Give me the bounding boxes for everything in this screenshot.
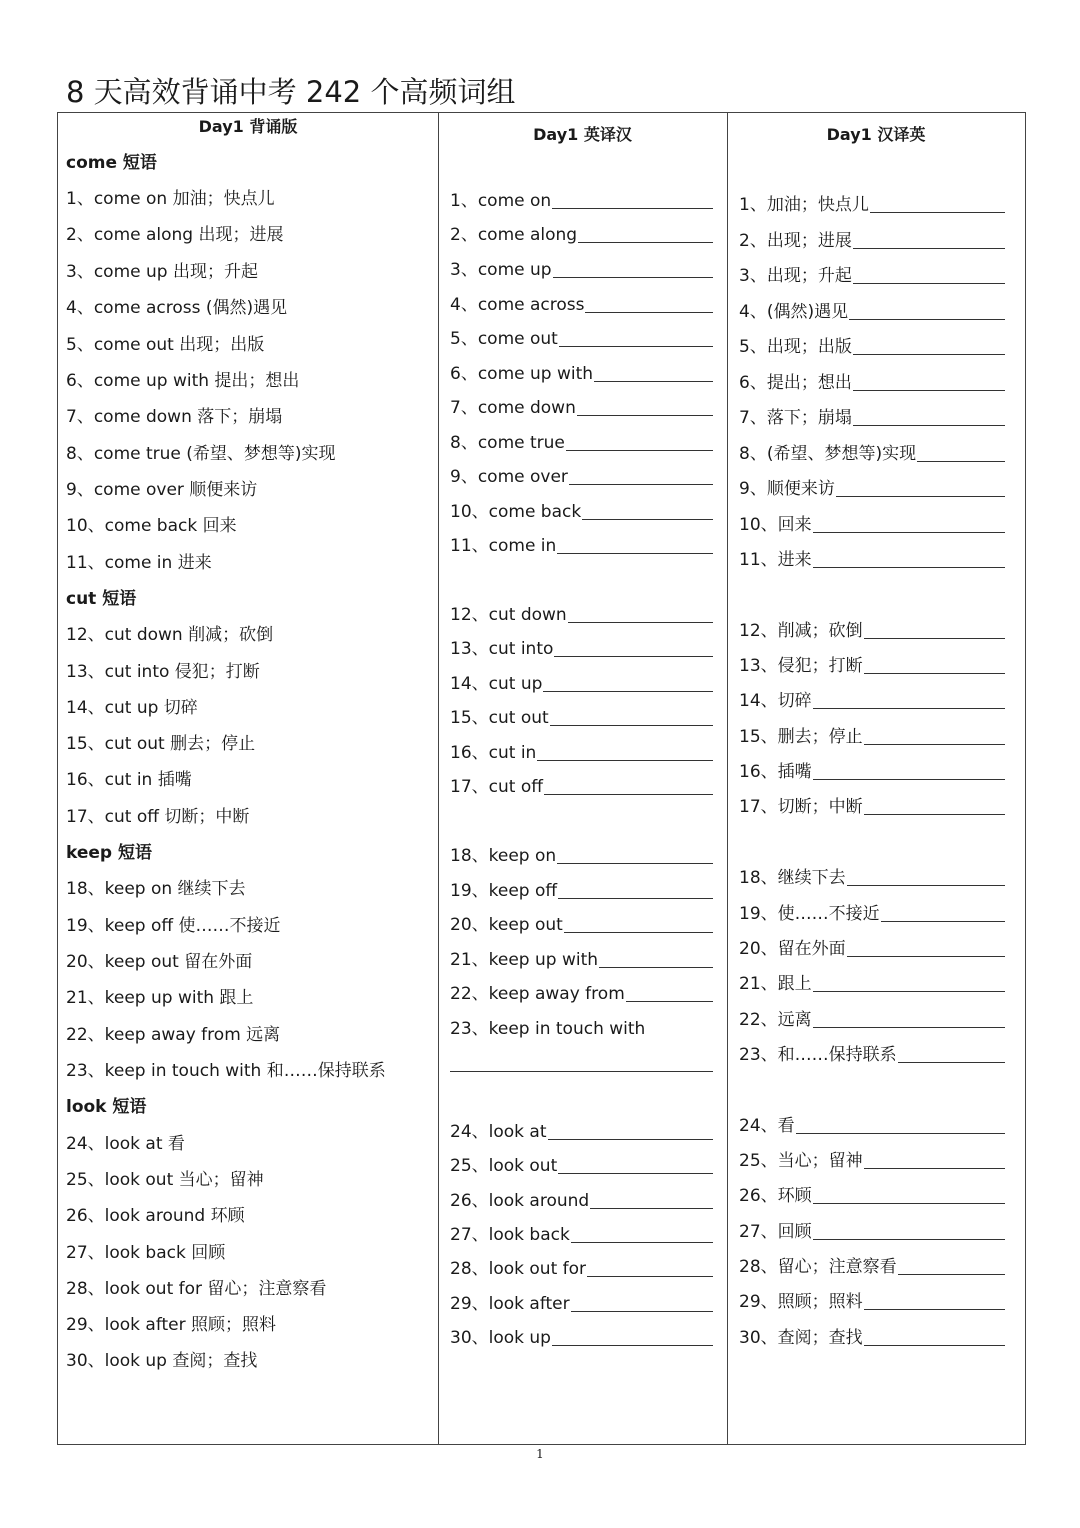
- answer-blank: [849, 300, 1005, 320]
- column-en-to-zh: [438, 113, 728, 1444]
- translation-item: [450, 913, 713, 937]
- phrase-entry: 22、keep away from 远离: [66, 1025, 281, 1045]
- translation-item: [450, 1120, 713, 1144]
- phrase-entry: 23、keep in touch with 和……保持联系: [66, 1061, 386, 1081]
- phrase-prompt: 3、出现；升起: [739, 266, 852, 286]
- answer-blank: [568, 603, 713, 623]
- translation-item: [450, 293, 713, 317]
- phrase-entry: 11、come in 进来: [66, 553, 212, 573]
- phrase-prompt: 28、look out for: [450, 1259, 587, 1279]
- answer-blank: [864, 1290, 1005, 1310]
- translation-item: [450, 362, 713, 386]
- translation-item: [739, 689, 1005, 713]
- phrase-prompt: 5、come out: [450, 329, 558, 349]
- column-zh-to-en: [727, 113, 1025, 1444]
- translation-item: [450, 603, 713, 627]
- phrase-prompt: 2、come along: [450, 225, 578, 245]
- phrase-prompt: 23、keep in touch with: [450, 1019, 646, 1039]
- phrase-prompt: 7、落下；崩塌: [739, 408, 852, 428]
- phrase-entry: 4、come across (偶然)遇见: [66, 298, 288, 318]
- phrase-prompt: 21、keep up with: [450, 950, 599, 970]
- phrase-entry: 9、come over 顺便来访: [66, 480, 258, 500]
- translation-item: [739, 442, 1005, 466]
- answer-blank: [881, 902, 1005, 922]
- translation-item: [739, 760, 1005, 784]
- answer-blank: [864, 654, 1005, 674]
- phrase-prompt: 7、come down: [450, 398, 576, 418]
- answer-blank: [796, 1114, 1005, 1134]
- phrase-prompt: 16、插嘴: [739, 762, 812, 782]
- translation-item: [450, 1223, 713, 1247]
- answer-blank: [847, 937, 1005, 957]
- phrase-prompt: 20、keep out: [450, 915, 563, 935]
- translation-item: [450, 1292, 713, 1316]
- phrase-entry: 3、come up 出现；升起: [66, 262, 258, 282]
- phrase-prompt: 9、come over: [450, 467, 568, 487]
- phrase-entry: 13、cut into 侵犯；打断: [66, 662, 260, 682]
- answer-blank: [550, 706, 713, 726]
- phrase-entry: 29、look after 照顾；照料: [66, 1315, 277, 1335]
- phrase-entry: 18、keep on 继续下去: [66, 879, 246, 899]
- phrase-prompt: 18、继续下去: [739, 868, 846, 888]
- translation-item: [739, 795, 1005, 819]
- column-recite: [58, 113, 439, 1444]
- phrase-prompt: 24、看: [739, 1116, 795, 1136]
- translation-item: [739, 371, 1005, 395]
- translation-item: [450, 500, 713, 524]
- answer-blank: [537, 741, 713, 761]
- phrase-prompt: 18、keep on: [450, 846, 557, 866]
- phrase-prompt: 14、cut up: [450, 674, 543, 694]
- answer-blank: [847, 866, 1005, 886]
- phrase-prompt: 10、回来: [739, 515, 812, 535]
- phrase-prompt: 4、come across: [450, 295, 585, 315]
- answer-blank: [571, 1292, 713, 1312]
- translation-item: [739, 619, 1005, 643]
- answer-blank: [626, 982, 713, 1002]
- phrase-prompt: 11、come in: [450, 536, 557, 556]
- translation-item: [450, 1189, 713, 1213]
- answer-blank: [552, 1326, 713, 1346]
- phrase-prompt: 29、照顾；照料: [739, 1292, 863, 1312]
- phrase-prompt: 30、look up: [450, 1328, 551, 1348]
- section-heading: look 短语: [66, 1097, 147, 1117]
- phrase-entry: 8、come true (希望、梦想等)实现: [66, 444, 336, 464]
- translation-item: [450, 741, 713, 765]
- answer-blank: [864, 1326, 1005, 1346]
- document-title: 8 天高效背诵中考 242 个高频词组: [66, 75, 516, 109]
- phrase-entry: 6、come up with 提出；想出: [66, 371, 300, 391]
- translation-item: [450, 396, 713, 420]
- phrase-prompt: 6、提出；想出: [739, 373, 852, 393]
- answer-blank: [558, 1154, 713, 1174]
- phrase-prompt: 12、cut down: [450, 605, 567, 625]
- phrase-entry: 16、cut in 插嘴: [66, 770, 192, 790]
- phrase-prompt: 22、远离: [739, 1010, 812, 1030]
- answer-blank: [864, 1149, 1005, 1169]
- page-number: 1: [536, 1447, 544, 1461]
- answer-blank: [553, 258, 713, 278]
- answer-blank: [569, 465, 713, 485]
- translation-item: [739, 937, 1005, 961]
- translation-item: [450, 465, 713, 489]
- translation-item: [739, 1043, 1005, 1067]
- answer-blank: [587, 1257, 713, 1277]
- answer-blank: [554, 637, 713, 657]
- answer-blank: [450, 1071, 713, 1072]
- phrase-prompt: 8、come true: [450, 433, 565, 453]
- answer-blank: [578, 223, 713, 243]
- answer-blank: [543, 672, 713, 692]
- phrase-entry: 21、keep up with 跟上: [66, 988, 254, 1008]
- phrase-prompt: 3、come up: [450, 260, 552, 280]
- phrase-prompt: 22、keep away from: [450, 984, 625, 1004]
- phrase-prompt: 2、出现；进展: [739, 231, 852, 251]
- translation-item: [450, 1017, 713, 1041]
- column-header-en-to-zh: Day1 英译汉: [533, 125, 632, 144]
- answer-blank: [870, 193, 1005, 213]
- answer-blank: [853, 335, 1005, 355]
- phrase-entry: 1、come on 加油；快点儿: [66, 189, 275, 209]
- answer-blank: [582, 500, 713, 520]
- answer-blank: [813, 760, 1005, 780]
- phrase-entry: 24、look at 看: [66, 1134, 185, 1154]
- translation-item: [450, 1154, 713, 1178]
- answer-blank: [548, 1120, 714, 1140]
- phrase-prompt: 27、回顾: [739, 1222, 812, 1242]
- phrase-prompt: 15、删去；停止: [739, 727, 863, 747]
- answer-blank: [836, 477, 1005, 497]
- translation-item: [739, 193, 1005, 217]
- translation-item: [739, 477, 1005, 501]
- phrase-entry: 15、cut out 删去；停止: [66, 734, 256, 754]
- phrase-prompt: 13、侵犯；打断: [739, 656, 863, 676]
- translation-item: [739, 406, 1005, 430]
- translation-item: [739, 1184, 1005, 1208]
- answer-blank: [813, 1184, 1005, 1204]
- answer-blank: [594, 362, 713, 382]
- answer-blank: [557, 844, 713, 864]
- phrase-prompt: 20、留在外面: [739, 939, 846, 959]
- answer-blank: [590, 1189, 713, 1209]
- translation-item: [739, 1220, 1005, 1244]
- phrase-entry: 5、come out 出现；出版: [66, 335, 265, 355]
- phrase-prompt: 10、come back: [450, 502, 582, 522]
- answer-blank: [898, 1043, 1005, 1063]
- phrase-prompt: 21、跟上: [739, 974, 812, 994]
- answer-blank: [564, 913, 713, 933]
- phrase-prompt: 29、look after: [450, 1294, 570, 1314]
- phrase-entry: 28、look out for 留心；注意察看: [66, 1279, 327, 1299]
- answer-blank: [864, 725, 1005, 745]
- answer-blank: [813, 1008, 1005, 1028]
- answer-blank: [557, 534, 713, 554]
- translation-item: [450, 844, 713, 868]
- column-header-zh-to-en: Day1 汉译英: [826, 125, 926, 144]
- column-header-recite: Day1 背诵版: [198, 117, 298, 136]
- translation-item: [450, 637, 713, 661]
- phrase-entry: 25、look out 当心；留神: [66, 1170, 264, 1190]
- translation-item: [739, 513, 1005, 537]
- phrase-entry: 30、look up 查阅；查找: [66, 1351, 258, 1371]
- answer-blank: [558, 879, 713, 899]
- phrase-entry: 27、look back 回顾: [66, 1243, 226, 1263]
- translation-item: [450, 258, 713, 282]
- phrase-entry: 26、look around 环顾: [66, 1206, 245, 1226]
- phrase-prompt: 28、留心；注意察看: [739, 1257, 897, 1277]
- answer-blank: [559, 327, 713, 347]
- answer-blank: [544, 775, 713, 795]
- translation-item: [450, 982, 713, 1006]
- section-heading: come 短语: [66, 153, 157, 173]
- answer-blank: [898, 1255, 1005, 1275]
- phrase-entry: 12、cut down 削减；砍倒: [66, 625, 274, 645]
- translation-item: [739, 1255, 1005, 1279]
- phrase-prompt: 12、削减；砍倒: [739, 621, 863, 641]
- translation-item: [450, 706, 713, 730]
- translation-item: [450, 948, 713, 972]
- answer-blank: [813, 548, 1005, 568]
- translation-item: [450, 431, 713, 455]
- phrase-prompt: 11、进来: [739, 550, 812, 570]
- translation-item: [450, 189, 713, 213]
- translation-item: [739, 264, 1005, 288]
- phrase-prompt: 27、look back: [450, 1225, 570, 1245]
- phrase-entry: 19、keep off 使……不接近: [66, 916, 281, 936]
- translation-item: [739, 1114, 1005, 1138]
- phrase-entry: 2、come along 出现；进展: [66, 225, 284, 245]
- translation-item: [739, 902, 1005, 926]
- translation-item: [739, 229, 1005, 253]
- translation-item: [739, 654, 1005, 678]
- phrase-prompt: 9、顺便来访: [739, 479, 835, 499]
- phrase-prompt: 24、look at: [450, 1122, 547, 1142]
- translation-item: [450, 327, 713, 351]
- answer-blank: [571, 1223, 713, 1243]
- phrase-prompt: 13、cut into: [450, 639, 554, 659]
- translation-item: [739, 1008, 1005, 1032]
- translation-item: [739, 866, 1005, 890]
- phrase-prompt: 1、come on: [450, 191, 552, 211]
- translation-item: [450, 1326, 713, 1350]
- answer-blank: [585, 293, 713, 313]
- translation-item: [450, 879, 713, 903]
- translation-item: [450, 223, 713, 247]
- answer-blank: [917, 442, 1005, 462]
- phrase-prompt: 25、当心；留神: [739, 1151, 863, 1171]
- phrase-prompt: 17、cut off: [450, 777, 543, 797]
- answer-blank: [864, 795, 1005, 815]
- answer-blank: [813, 972, 1005, 992]
- phrase-prompt: 19、使……不接近: [739, 904, 880, 924]
- answer-blank: [813, 1220, 1005, 1240]
- translation-item: [739, 335, 1005, 359]
- answer-blank: [853, 371, 1005, 391]
- translation-item: [739, 1149, 1005, 1173]
- phrase-entry: 20、keep out 留在外面: [66, 952, 253, 972]
- answer-blank: [813, 689, 1005, 709]
- answer-blank: [853, 229, 1005, 249]
- phrase-prompt: 4、(偶然)遇见: [739, 302, 849, 322]
- phrase-entry: 7、come down 落下；崩塌: [66, 407, 283, 427]
- answer-blank: [864, 619, 1005, 639]
- phrase-prompt: 17、切断；中断: [739, 797, 863, 817]
- answer-blank: [853, 264, 1005, 284]
- section-heading: keep 短语: [66, 843, 152, 863]
- phrase-prompt: 6、come up with: [450, 364, 594, 384]
- phrase-entry: 17、cut off 切断；中断: [66, 807, 250, 827]
- answer-blank: [566, 431, 713, 451]
- translation-item: [739, 1326, 1005, 1350]
- phrase-prompt: 14、切碎: [739, 691, 812, 711]
- translation-item: [739, 1290, 1005, 1314]
- translation-item: [450, 672, 713, 696]
- translation-item: [739, 972, 1005, 996]
- phrase-table: [57, 112, 1026, 1445]
- phrase-prompt: 16、cut in: [450, 743, 537, 763]
- translation-item: [450, 775, 713, 799]
- phrase-prompt: 5、出现；出版: [739, 337, 852, 357]
- section-heading: cut 短语: [66, 589, 137, 609]
- phrase-prompt: 19、keep off: [450, 881, 558, 901]
- phrase-prompt: 26、环顾: [739, 1186, 812, 1206]
- phrase-prompt: 23、和……保持联系: [739, 1045, 897, 1065]
- phrase-entry: 10、come back 回来: [66, 516, 237, 536]
- answer-blank: [577, 396, 713, 416]
- phrase-prompt: 30、查阅；查找: [739, 1328, 863, 1348]
- translation-item: [739, 548, 1005, 572]
- answer-blank: [552, 189, 713, 209]
- answer-blank: [853, 406, 1005, 426]
- translation-item: [450, 1257, 713, 1281]
- translation-item: [739, 725, 1005, 749]
- translation-item: [739, 300, 1005, 324]
- phrase-prompt: 8、(希望、梦想等)实现: [739, 444, 917, 464]
- translation-item: [450, 534, 713, 558]
- phrase-prompt: 25、look out: [450, 1156, 558, 1176]
- phrase-entry: 14、cut up 切碎: [66, 698, 198, 718]
- phrase-prompt: 26、look around: [450, 1191, 590, 1211]
- phrase-prompt: 15、cut out: [450, 708, 549, 728]
- answer-blank: [813, 513, 1005, 533]
- answer-blank: [599, 948, 713, 968]
- phrase-prompt: 1、加油；快点儿: [739, 195, 869, 215]
